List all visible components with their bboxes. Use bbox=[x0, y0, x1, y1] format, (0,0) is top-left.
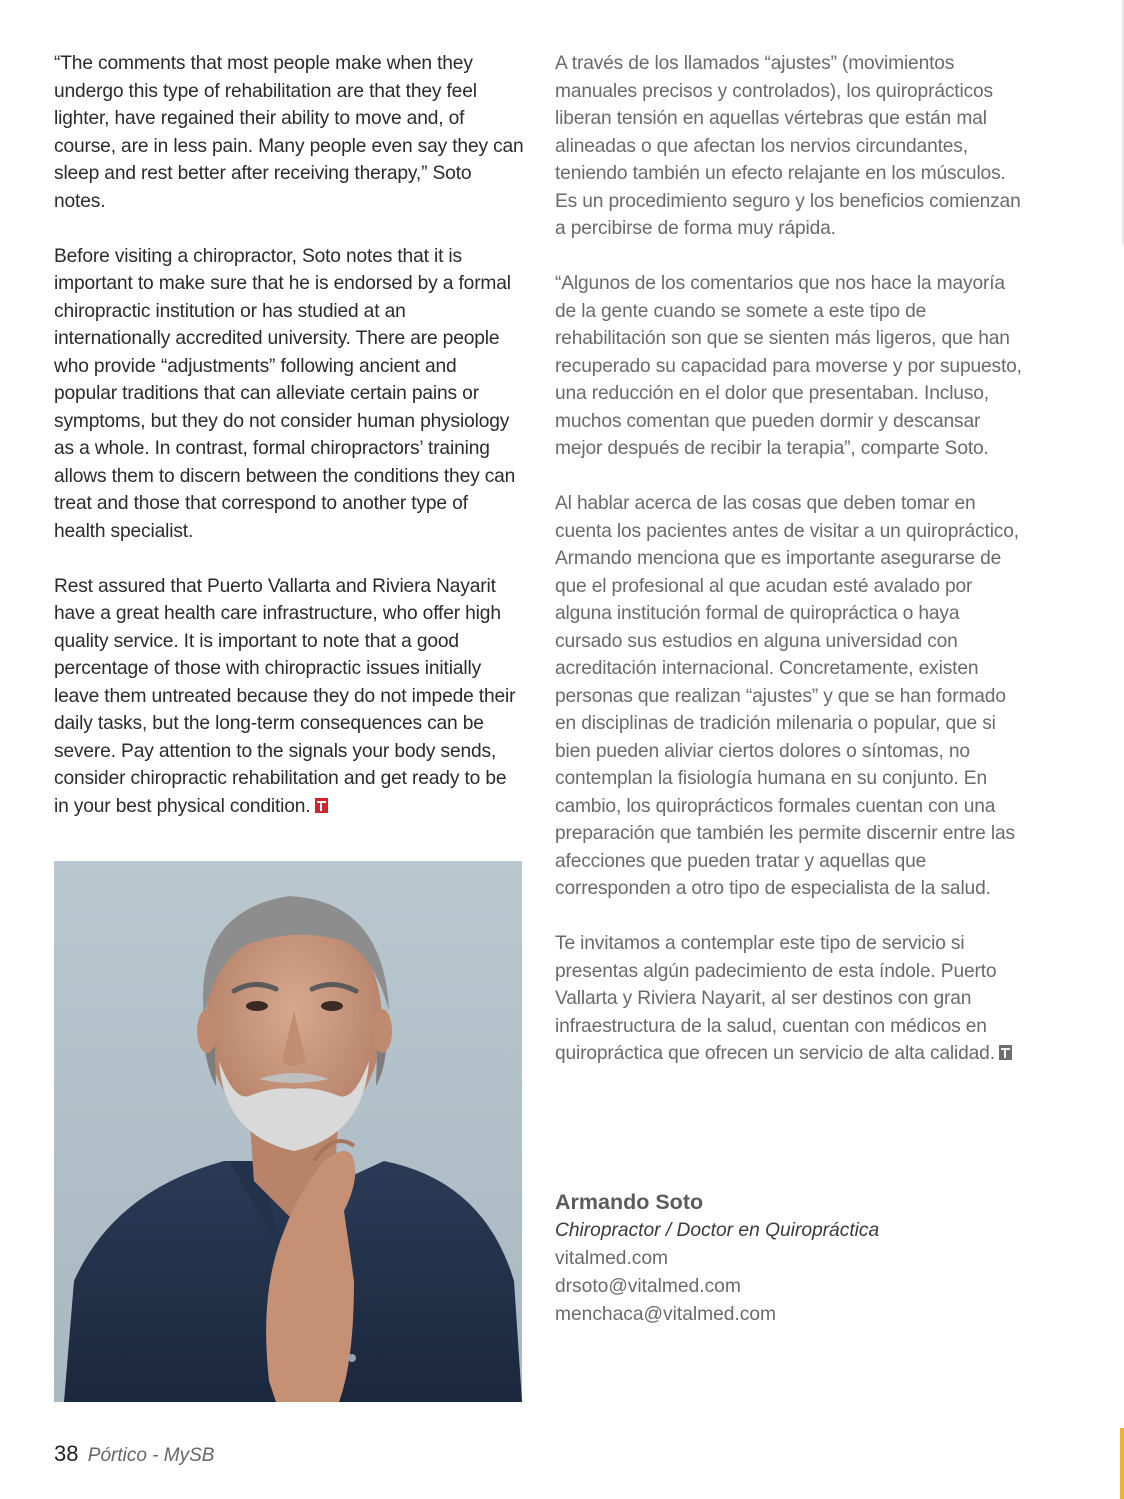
portrait-photo bbox=[54, 861, 522, 1402]
end-mark-icon bbox=[999, 1045, 1012, 1060]
portrait-illustration bbox=[54, 861, 522, 1402]
es-paragraph-3: Al hablar acerca de las cosas que deben tomar en cuenta los pacientes antes de visitar a un quiropráctico, Armando menciona que es importante asegurarse de que el profesional al que acudan esté avalado por alguna institución formal de quiropráctica o haya cursado sus estudios en alguna universidad con acreditación internacional. Concretamente, existen personas que realizan “ajustes” y que se han formado en disciplinas de tradición milenaria o popular, que si bien pueden aliviar ciertos dolores o síntomas, no contemplan la fisiología humana en su conjunto. En cambio, los quiroprácticos formales cuentan con una preparación que también les permite discernir entre las afecciones que pueden tratar y aquellas que corresponden a otro tipo de especialista de la salud. bbox=[555, 493, 1019, 899]
es-paragraph-2: “Algunos de los comentarios que nos hace la mayoría de la gente cuando se somete a este tipo de rehabilitación son que se sienten más ligeros, que han recuperado su capacidad para moverse y por supuesto, una reducción en el dolor que presentaban. Incluso, muchos comentan que pueden dormir y descansar mejor después de recibir la terapia”, comparte Soto. bbox=[555, 273, 1022, 459]
accent-tab bbox=[1120, 1428, 1124, 1499]
spanish-column bbox=[555, 50, 1030, 1095]
en-paragraph-3 bbox=[54, 573, 524, 821]
es-paragraph-4-text: Te invitamos a contemplar este tipo de servicio si presentas algún padecimiento de esta índole. Puerto Vallarta y Riviera Nayarit, al ser destinos con gran infraestructura de la salud, cuentan con médicos en quiropráctica que ofrecen un servicio de alta calidad. bbox=[555, 933, 997, 1064]
author-title: Chiropractor / Doctor en Quiropráctica bbox=[555, 1220, 880, 1241]
en-paragraph-3-text: Rest assured that Puerto Vallarta and Riviera Nayarit have a great health care infrastructure, who offer high quality service. It is important to note that a good percentage of those with chiropractic issues initially leave them untreated because they do not impede their daily tasks, but the long-term consequences can be severe. Pay attention to the signals your body sends, consider chiropractic rehabilitation and get ready to be in your best physical condition. bbox=[54, 575, 516, 817]
en-paragraph-2: Before visiting a chiropractor, Soto notes that it is important to make sure that he is endorsed by a formal chiropractic institution or has studied at an internationally accredited university. There are people who provide “adjustments” following ancient and popular traditions that can alleviate certain pains or symptoms, but they do not consider human physiology as a whole. In contrast, formal chiropractors’ training allows them to discern between the conditions they can treat and those that correspond to another type of health specialist. bbox=[54, 245, 516, 542]
author-email-2[interactable]: menchaca@vitalmed.com bbox=[555, 1304, 777, 1325]
es-paragraph-1: A través de los llamados “ajustes” (movimientos manuales precisos y controlados), los quiroprácticos liberan tensión en aquellas vértebras que están mal alineadas o que afectan los nervios circundantes, teniendo también un efecto relajante en los músculos. Es un procedimiento seguro y los beneficios comienzan a percibirse de forma muy rápida. bbox=[555, 53, 1021, 239]
en-paragraph-1: “The comments that most people make when they undergo this type of rehabilitation are that they feel lighter, have regained their ability to move and, of course, are in less pain. Many people even say they can sleep and rest better after receiving therapy,” Soto notes. bbox=[54, 53, 524, 212]
page-number: 38 bbox=[54, 1441, 79, 1466]
english-column bbox=[54, 50, 524, 848]
magazine-name: Pórtico - MySB bbox=[87, 1445, 215, 1466]
es-paragraph-4 bbox=[555, 930, 1030, 1068]
author-email-1[interactable]: drsoto@vitalmed.com bbox=[555, 1276, 741, 1297]
author-signature bbox=[555, 1187, 1015, 1329]
author-name: Armando Soto bbox=[555, 1190, 704, 1214]
author-website[interactable]: vitalmed.com bbox=[555, 1248, 669, 1269]
page-footer bbox=[54, 1441, 214, 1467]
end-mark-icon bbox=[315, 798, 328, 813]
